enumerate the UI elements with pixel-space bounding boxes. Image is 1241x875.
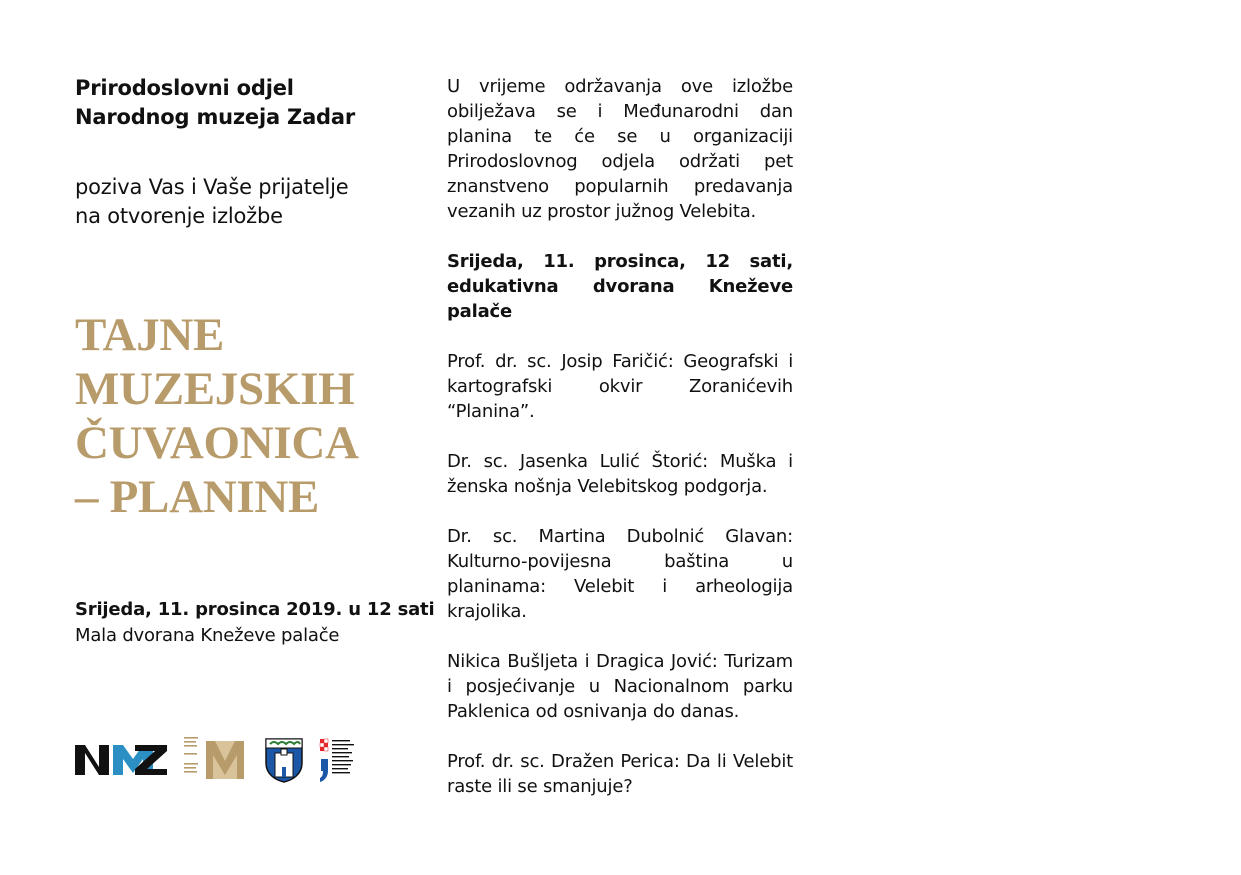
croatia-ministry-icon: [318, 737, 366, 783]
program-schedule: Srijeda, 11. prosinca, 12 sati, edukativna dvorana Kneževe palače: [447, 251, 793, 322]
opening-date: Srijeda, 11. prosinca 2019. u 12 sati: [75, 599, 435, 620]
title-line-2: MUZEJSKIH: [75, 363, 355, 415]
title-line-1: TAJNE: [75, 309, 225, 361]
title-line-3: ČUVAONICA: [75, 417, 359, 469]
exhibition-title: [75, 308, 415, 524]
invitation-line-1: poziva Vas i Vaše prijatelje: [75, 175, 349, 199]
lecture-item-3: Dr. sc. Martina Dubolnić Glavan: Kulturno-povijesna baština u planinama: Velebit i arheologija krajolika.: [447, 526, 793, 622]
invitation-text: [75, 173, 415, 231]
invitation-left-column: [75, 74, 415, 524]
opening-date-venue: [75, 597, 434, 649]
lecture-item-2: Dr. sc. Jasenka Lulić Štorić: Muška i ženska nošnja Velebitskog podgorja.: [447, 451, 793, 497]
program-intro: U vrijeme održavanja ove izložbe obilježava se i Međunarodni dan planina te će se u organizaciji Prirodoslovnog odjela održati pet znanstveno popularnih predavanja vezanih uz prostor južnog Velebita.: [447, 76, 793, 222]
title-line-4: – PLANINE: [75, 471, 320, 523]
lecture-program-column: [447, 74, 793, 824]
nmz-logo: [75, 745, 167, 775]
lecture-item-4: Nikica Bušljeta i Dragica Jović: Turizam i posjećivanje u Nacionalnom parku Paklenica od osnivanja do danas.: [447, 651, 793, 722]
opening-venue: Mala dvorana Kneževe palače: [75, 625, 340, 646]
logo-strip: [75, 735, 375, 785]
organizer-line-1: Prirodoslovni odjel: [75, 76, 294, 100]
invitation-line-2: na otvorenje izložbe: [75, 204, 283, 228]
coat-of-arms-icon: [264, 737, 304, 783]
lecture-item-5: Prof. dr. sc. Dražen Perica: Da li Velebit raste ili se smanjuje?: [447, 751, 793, 797]
organizer: [75, 74, 415, 132]
palace-logo: [182, 735, 246, 783]
ministry-logo: [318, 737, 366, 783]
organizer-line-2: Narodnog muzeja Zadar: [75, 105, 356, 129]
lecture-item-1: Prof. dr. sc. Josip Faričić: Geografski i kartografski okvir Zoranićevih “Planina”.: [447, 351, 793, 422]
